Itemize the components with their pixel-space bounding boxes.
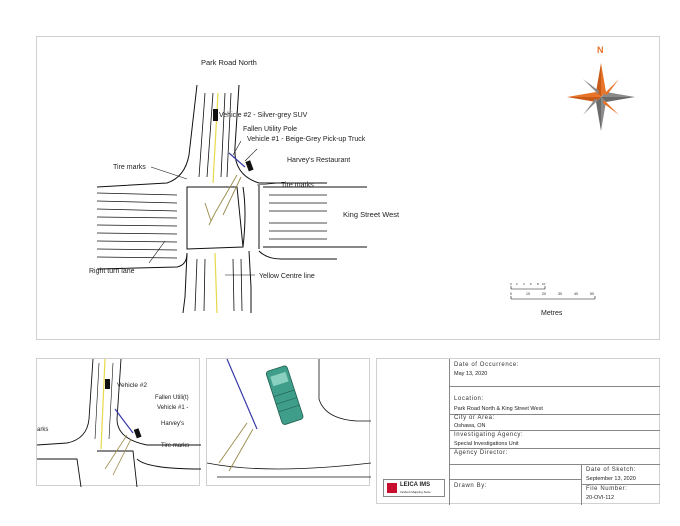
sketch-date-label: Date of Sketch: bbox=[586, 467, 637, 473]
city-value: Oshawa, ON bbox=[454, 423, 486, 429]
inset-middle-frame bbox=[206, 358, 370, 486]
label-tire-marks-left: Tire marks bbox=[113, 164, 146, 171]
svg-text:50: 50 bbox=[590, 292, 594, 296]
inset-label-vehicle-2: Vehicle #2 bbox=[117, 382, 147, 389]
sketch-date-value: September 13, 2020 bbox=[586, 476, 636, 482]
label-tire-marks-right: Tire marks bbox=[281, 182, 314, 189]
date-occurrence-value: May 13, 2020 bbox=[454, 371, 488, 377]
row-date-occurrence bbox=[450, 359, 660, 387]
east-lane-stripes bbox=[269, 195, 327, 239]
svg-text:10: 10 bbox=[526, 292, 530, 296]
label-park-road-north: Park Road North bbox=[201, 58, 257, 67]
inset-label-tire-left: arks bbox=[37, 427, 49, 433]
inset-middle-svg bbox=[207, 359, 371, 487]
agency-label: Investigating Agency: bbox=[454, 432, 524, 438]
file-number-value: 20-OVI-112 bbox=[586, 495, 615, 501]
label-vehicle-1: Vehicle #1 - Beige-Grey Pick-up Truck bbox=[247, 136, 366, 143]
scale-bar bbox=[511, 286, 595, 299]
label-yellow-centre-line: Yellow Centre line bbox=[259, 273, 315, 280]
logo-icon bbox=[387, 483, 397, 493]
svg-text:10: 10 bbox=[542, 282, 546, 286]
svg-text:4: 4 bbox=[523, 282, 525, 286]
logo-subtext: Incident Mapping Suite bbox=[400, 490, 431, 494]
row-city bbox=[450, 415, 660, 431]
inset-label-tire-right: Tire marks bbox=[161, 443, 190, 449]
title-block bbox=[376, 358, 660, 504]
leica-logo bbox=[383, 479, 445, 497]
location-label: Location: bbox=[454, 396, 484, 402]
yellow-centre-line bbox=[213, 93, 218, 313]
inset-label-restaurant: Harvey's bbox=[161, 421, 185, 427]
vehicle-green-truck bbox=[266, 365, 304, 425]
row-director bbox=[450, 449, 660, 465]
svg-text:8: 8 bbox=[537, 282, 539, 286]
row-file-number bbox=[582, 485, 660, 505]
inset-label-pole: Fallen Utili(t) bbox=[155, 395, 189, 401]
svg-text:2: 2 bbox=[516, 282, 518, 286]
label-king-street-west: King Street West bbox=[343, 210, 400, 219]
drawn-by-label: Drawn By: bbox=[454, 483, 488, 489]
row-sketch-date bbox=[582, 465, 660, 485]
row-drawn-by bbox=[450, 479, 581, 505]
scale-label: Metres bbox=[541, 310, 563, 317]
inset-label-vehicle-1: Vehicle #1 - bbox=[157, 405, 189, 411]
inset-left-svg bbox=[37, 359, 201, 487]
road-edges bbox=[97, 85, 367, 313]
svg-text:20: 20 bbox=[542, 292, 546, 296]
vehicle-2 bbox=[213, 109, 218, 121]
tire-marks bbox=[205, 175, 241, 225]
row-agency bbox=[450, 431, 660, 449]
north-arrow-compass bbox=[567, 63, 635, 131]
file-number-label: File Number: bbox=[586, 486, 628, 492]
row-location bbox=[450, 387, 660, 415]
svg-text:40: 40 bbox=[574, 292, 578, 296]
inset-vehicle-2 bbox=[105, 379, 110, 389]
label-fallen-pole: Fallen Utility Pole bbox=[243, 126, 298, 133]
inset-left-frame bbox=[36, 358, 200, 486]
north-letter: N bbox=[597, 45, 604, 55]
inset-tire-marks bbox=[219, 423, 253, 471]
label-vehicle-2: Vehicle #2 - Silver-grey SUV bbox=[219, 112, 308, 119]
vehicle-1 bbox=[245, 160, 253, 171]
location-value: Park Road North & King Street West bbox=[454, 406, 543, 412]
svg-text:6: 6 bbox=[530, 282, 532, 286]
main-diagram-frame bbox=[36, 36, 660, 340]
date-occurrence-label: Date of Occurrence: bbox=[454, 362, 520, 368]
inset-vehicle-1 bbox=[134, 428, 142, 438]
svg-text:30: 30 bbox=[558, 292, 562, 296]
svg-text:0: 0 bbox=[510, 282, 512, 286]
scale-large-ticks bbox=[510, 292, 594, 296]
main-diagram-svg bbox=[37, 37, 661, 341]
city-label: City or Area: bbox=[454, 415, 495, 421]
scale-small-ticks bbox=[510, 282, 546, 286]
label-harveys-restaurant: Harvey's Restaurant bbox=[287, 157, 351, 164]
logo-text: LEICA IMS bbox=[400, 482, 431, 488]
svg-text:0: 0 bbox=[510, 292, 512, 296]
inset-pole bbox=[227, 359, 257, 429]
west-lane-stripes bbox=[97, 193, 177, 258]
north-lane-stripes bbox=[195, 93, 242, 311]
label-right-turn-lane: Right turn lane bbox=[89, 268, 135, 275]
director-label: Agency Director: bbox=[454, 450, 508, 456]
agency-value: Special Investigations Unit bbox=[454, 441, 519, 447]
